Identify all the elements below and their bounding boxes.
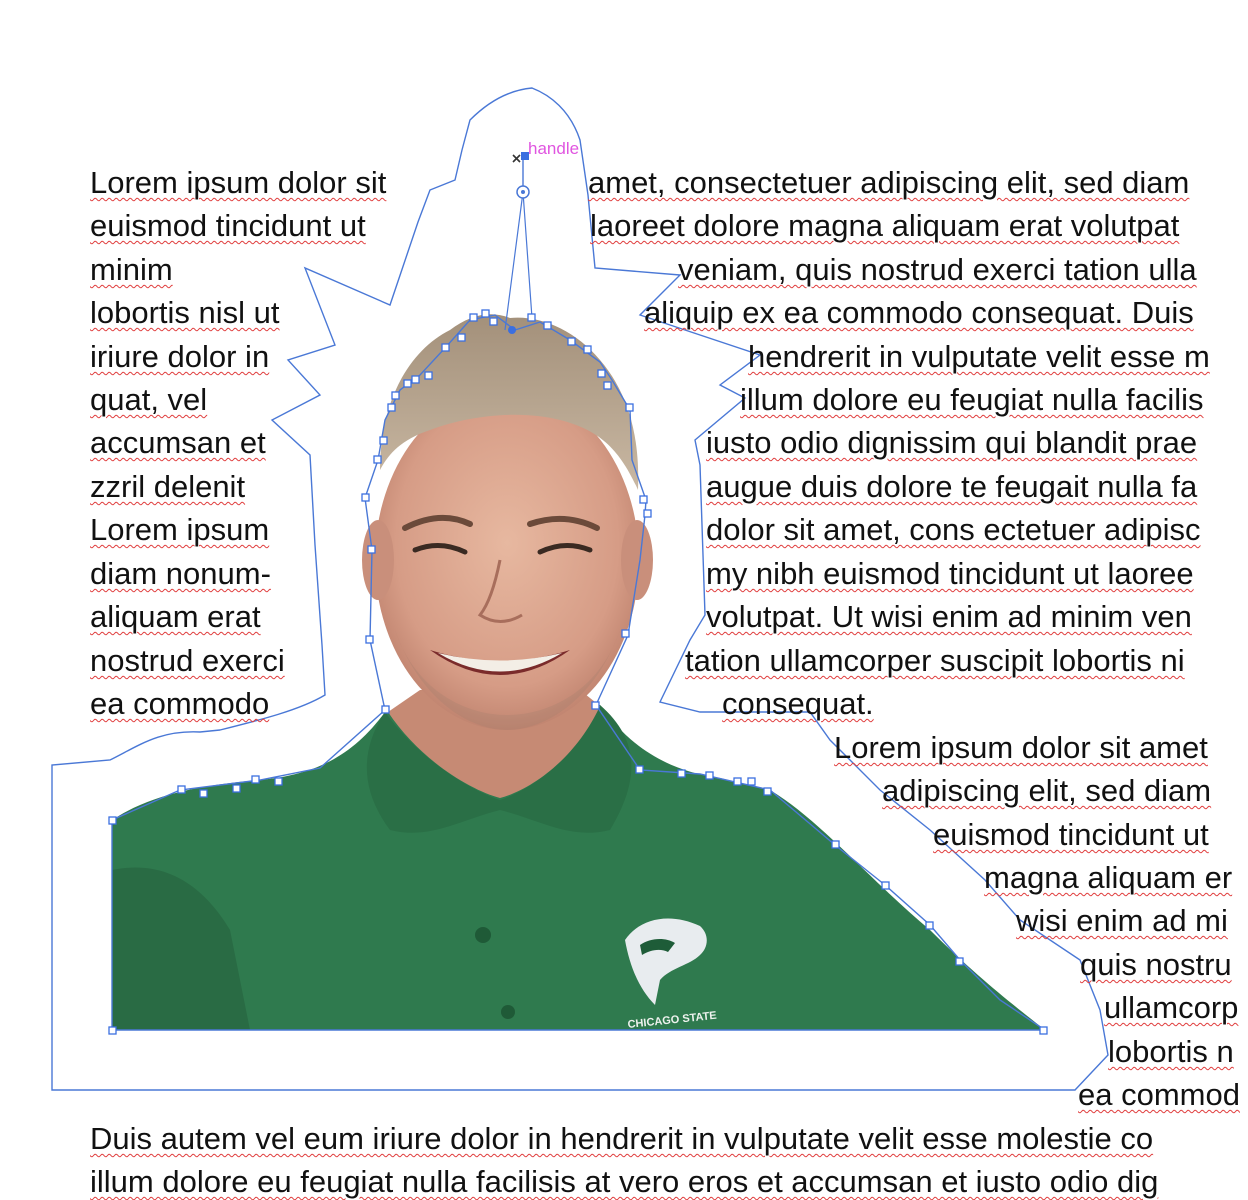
chicago-state-logo-text: CHICAGO STATE: [627, 1009, 718, 1031]
text-line: my nibh euismod tincidunt ut laoree: [706, 556, 1194, 591]
text-line: iusto odio dignissim qui blandit prae: [706, 425, 1198, 460]
text-line: wisi enim ad mi: [1016, 903, 1228, 938]
text-line: augue duis dolore te feugait nulla fa: [706, 469, 1198, 504]
text-line: zzril delenit: [90, 469, 246, 504]
text-line: consequat.: [722, 686, 874, 721]
text-line: lobortis nisl ut: [90, 295, 280, 330]
right-ear: [621, 520, 653, 600]
text-line: quis nostru: [1080, 947, 1232, 982]
text-line: Lorem ipsum: [90, 512, 270, 547]
text-line: Lorem ipsum dolor sit amet: [834, 730, 1208, 765]
text-line: ullamcorp: [1104, 990, 1239, 1025]
face: [375, 390, 639, 730]
text-line: minim: [90, 252, 173, 287]
left-ear: [362, 520, 394, 600]
text-line: aliquip ex ea commodo consequat. Duis: [644, 295, 1194, 330]
shirt-button-2: [501, 1005, 515, 1019]
text-line: quat, vel: [90, 382, 208, 417]
handle-close-icon: [513, 155, 520, 162]
text-line: Duis autem vel eum iriure dolor in hendrerit in vulputate velit esse molestie co: [90, 1121, 1154, 1156]
text-line: nostrud exerci: [90, 643, 285, 678]
text-line: illum dolore eu feugiat nulla facilis: [740, 382, 1204, 417]
text-line: volutpat. Ut wisi enim ad minim ven: [706, 599, 1192, 634]
text-line: laoreet dolore magna aliquam erat volutpat: [590, 208, 1180, 243]
text-line: hendrerit in vulputate velit esse m: [748, 339, 1210, 374]
text-line: lobortis n: [1108, 1034, 1234, 1069]
text-line: veniam, quis nostrud exerci tation ulla: [678, 252, 1197, 287]
text-line: iriure dolor in: [90, 339, 270, 374]
text-line: amet, consectetuer adipiscing elit, sed diam: [588, 165, 1190, 200]
text-line: ea commod: [1078, 1077, 1240, 1112]
bezier-handle[interactable]: [505, 152, 532, 334]
text-line: dolor sit amet, cons ectetuer adipisc: [706, 512, 1201, 547]
shirt-button-1: [475, 927, 491, 943]
text-line: diam nonum-: [90, 556, 271, 591]
text-line: euismod tincidunt ut: [90, 208, 366, 243]
text-line: Lorem ipsum dolor sit: [90, 165, 387, 200]
text-line: adipiscing elit, sed diam: [882, 773, 1212, 808]
text-line: tation ullamcorper suscipit lobortis ni: [685, 643, 1185, 678]
handle-label: handle: [528, 139, 580, 158]
text-line: accumsan et: [90, 425, 266, 460]
text-line: aliquam erat: [90, 599, 261, 634]
text-line: euismod tincidunt ut: [933, 817, 1209, 852]
text-line: illum dolore eu feugiat nulla facilisis at vero eros et accumsan et iusto odio dig: [90, 1164, 1159, 1199]
text-line: ea commodo: [90, 686, 270, 721]
text-line: magna aliquam er: [984, 860, 1233, 895]
